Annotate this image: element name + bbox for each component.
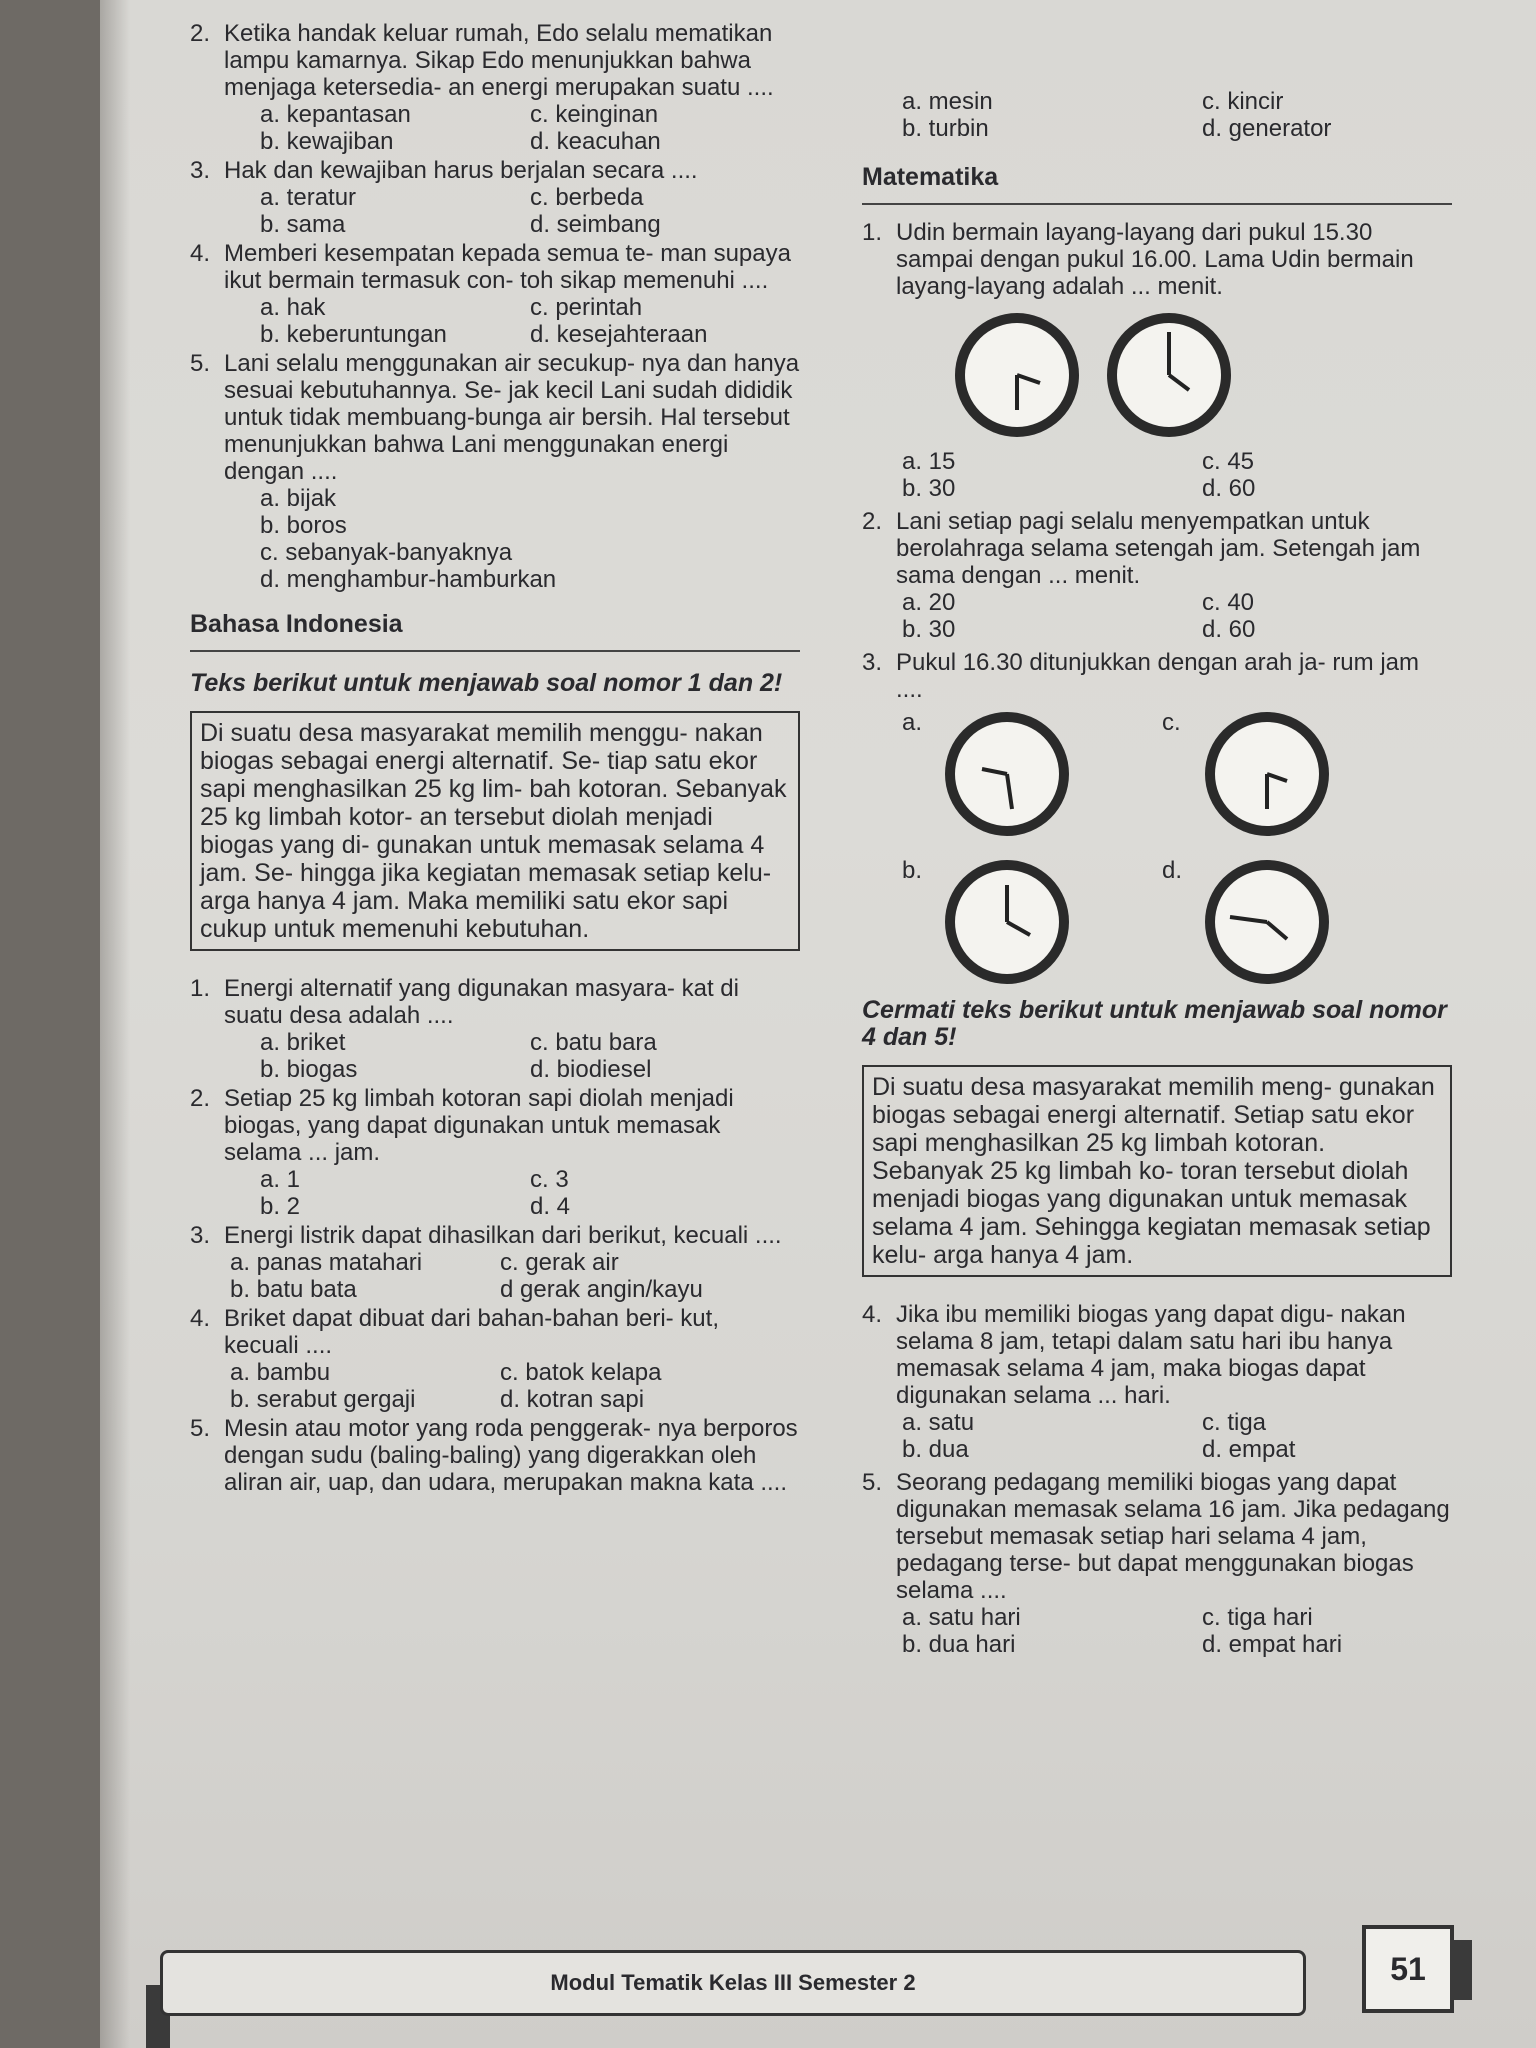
options: a. 20 c. 40 b. 30 d. 60	[902, 589, 1256, 643]
math-question-2: 2. Lani setiap pagi selalu menyempatkan untuk berolahraga selama setengah jam. Setengah jam sama dengan ... menit. a. 20 c. 40 b. 30 d. 60	[862, 508, 1452, 643]
footer-title: Modul Tematik Kelas III Semester 2	[550, 1970, 916, 1995]
options: a. satu hari c. tiga hari b. dua hari d. empat hari	[902, 1604, 1343, 1658]
bi-question-5: 5. Mesin atau motor yang roda penggerak- nya berporos dengan sudu (baling-baling) yang digerakkan oleh aliran air, uap, dan udara, merupakan makna kata ....	[190, 1415, 798, 1496]
options: a. panas matahari c. gerak air b. batu bata d gerak angin/kayu	[230, 1249, 703, 1303]
clock-option-c-icon	[1202, 709, 1332, 839]
bi-question-3: 3. Energi listrik dapat dihasilkan dari berikut, kecuali .... a. panas matahari c. gerak air b. batu bata d gerak angin/kayu	[190, 1222, 800, 1303]
section-title-matematika: Matematika	[862, 164, 1452, 205]
pkn-question-4: 4. Memberi kesempatan kepada semua te- man supaya ikut bermain termasuk con- toh sikap memenuhi .... a. hak c. perintah b. keberuntungan d. kesejahteraan	[190, 240, 800, 348]
reading-passage: Di suatu desa masyarakat memilih menggu- nakan biogas sebagai energi alternatif. Se- tiap satu ekor sapi menghasilkan 25 kg lim- bah kotoran. Sebanyak 25 kg limbah kotor- an tersebut diolah menjadi biogas yang di- gunakan untuk memasak selama 4 jam. Se- hingga jika kegiatan memasak setiap kelu- arga hanya 4 jam. Maka memiliki satu ekor sapi cukup untuk memenuhi kebutuhan.	[190, 711, 800, 951]
clock-option-a-icon	[942, 709, 1072, 839]
options: a. bambu c. batok kelapa b. serabut gergaji d. kotran sapi	[230, 1359, 662, 1413]
page-shadow	[100, 0, 130, 2048]
options: a. 1 c. 3 b. 2 d. 4	[260, 1166, 571, 1220]
bi-question-4: 4. Briket dapat dibuat dari bahan-bahan beri- kut, kecuali .... a. bambu c. batok kelapa b. serabut gergaji d. kotran sapi	[190, 1305, 800, 1413]
options: a. briket c. batu bara b. biogas d. biodiesel	[260, 1029, 657, 1083]
clock-row	[952, 310, 1452, 440]
clock-options: a. c. b. d.	[902, 709, 1452, 987]
options: a. hak c. perintah b. keberuntungan d. kesejahteraan	[260, 294, 708, 348]
pkn-question-5: 5. Lani selalu menggunakan air secukup- nya dan hanya sesuai kebutuhannya. Se- jak kecil Lani sudah dididik untuk tidak membuang-bunga air bersih. Hal tersebut menunjukkan bahwa Lani menggunakan energi dengan .... a. bijak b. boros c. sebanyak-banyaknya d. menghambur-hamburkan	[190, 350, 800, 593]
options: a. 15 c. 45 b. 30 d. 60	[902, 448, 1256, 502]
math-question-3: 3. Pukul 16.30 ditunjukkan dengan arah ja- rum jam .... a. c. b. d.	[862, 649, 1452, 987]
math-question-5: 5. Seorang pedagang memiliki biogas yang dapat digunakan memasak selama 16 jam. Jika pedagang tersebut memasak setiap hari selama 4 jam, pedagang terse- but dapat menggunakan biogas selama .... a. satu hari c. tiga hari b. dua hari d. empat hari	[862, 1469, 1452, 1658]
passage-instruction: Teks berikut untuk menjawab soal nomor 1 dan 2!	[190, 669, 783, 697]
continued-options: a. mesin c. kincir b. turbin d. generator	[902, 88, 1332, 142]
clock-icon	[1104, 310, 1234, 440]
pkn-question-3: 3. Hak dan kewajiban harus berjalan secara .... a. teratur c. berbeda b. sama d. seimbang	[190, 157, 800, 238]
bi-question-2: 2. Setiap 25 kg limbah kotoran sapi diolah menjadi biogas, yang dapat digunakan untuk memasak selama ... jam. a. 1 c. 3 b. 2 d. 4	[190, 1085, 800, 1220]
options: a. bijak b. boros c. sebanyak-banyaknya d. menghambur-hamburkan	[260, 485, 557, 593]
page-tab	[1450, 1940, 1472, 2000]
section-title-bahasa-indonesia: Bahasa Indonesia	[190, 611, 800, 652]
reading-passage-right: Di suatu desa masyarakat memilih meng- gunakan biogas sebagai energi alternatif. Setiap satu ekor sapi menghasilkan 25 kg limbah kotoran. Sebanyak 25 kg limbah ko- toran tersebut diolah menjadi biogas yang digunakan untuk memasak selama 4 jam. Sehingga kegiatan memasak setiap kelu- arga hanya 4 jam.	[862, 1065, 1452, 1277]
page-number: 51	[1362, 1925, 1454, 2013]
options: a. teratur c. berbeda b. sama d. seimbang	[260, 184, 661, 238]
math-question-4: 4. Jika ibu memiliki biogas yang dapat digu- nakan selama 8 jam, tetapi dalam satu hari ibu hanya memasak selama 4 jam, maka biogas dapat digunakan selama ... hari. a. satu c. tiga b. dua d. empat	[862, 1301, 1452, 1463]
clock-icon	[952, 310, 1082, 440]
page-footer	[160, 1950, 1306, 2016]
options: a. kepantasan c. keinginan b. kewajiban d. keacuhan	[260, 101, 661, 155]
right-column	[862, 88, 1452, 1660]
bi-question-1: 1. Energi alternatif yang digunakan masyara- kat di suatu desa adalah .... a. briket c. batu bara b. biogas d. biodiesel	[190, 975, 800, 1083]
clock-option-d-icon	[1202, 857, 1332, 987]
options: a. satu c. tiga b. dua d. empat	[902, 1409, 1296, 1463]
passage-instruction-right: Cermati teks berikut untuk menjawab soal nomor 4 dan 5!	[862, 996, 1447, 1051]
pkn-question-2: 2. Ketika handak keluar rumah, Edo selalu mematikan lampu kamarnya. Sikap Edo menunjukkan bahwa menjaga ketersedia- an energi merupakan suatu .... a. kepantasan c. keinginan b. kewajiban d. keacuhan	[190, 20, 800, 155]
clock-option-b-icon	[942, 857, 1072, 987]
left-column	[190, 20, 800, 1498]
math-question-1: 1. Udin bermain layang-layang dari pukul 15.30 sampai dengan pukul 16.00. Lama Udin bermain layang-layang adalah ... menit. a. 15 c. 45 b. 30 d. 60	[862, 219, 1452, 502]
